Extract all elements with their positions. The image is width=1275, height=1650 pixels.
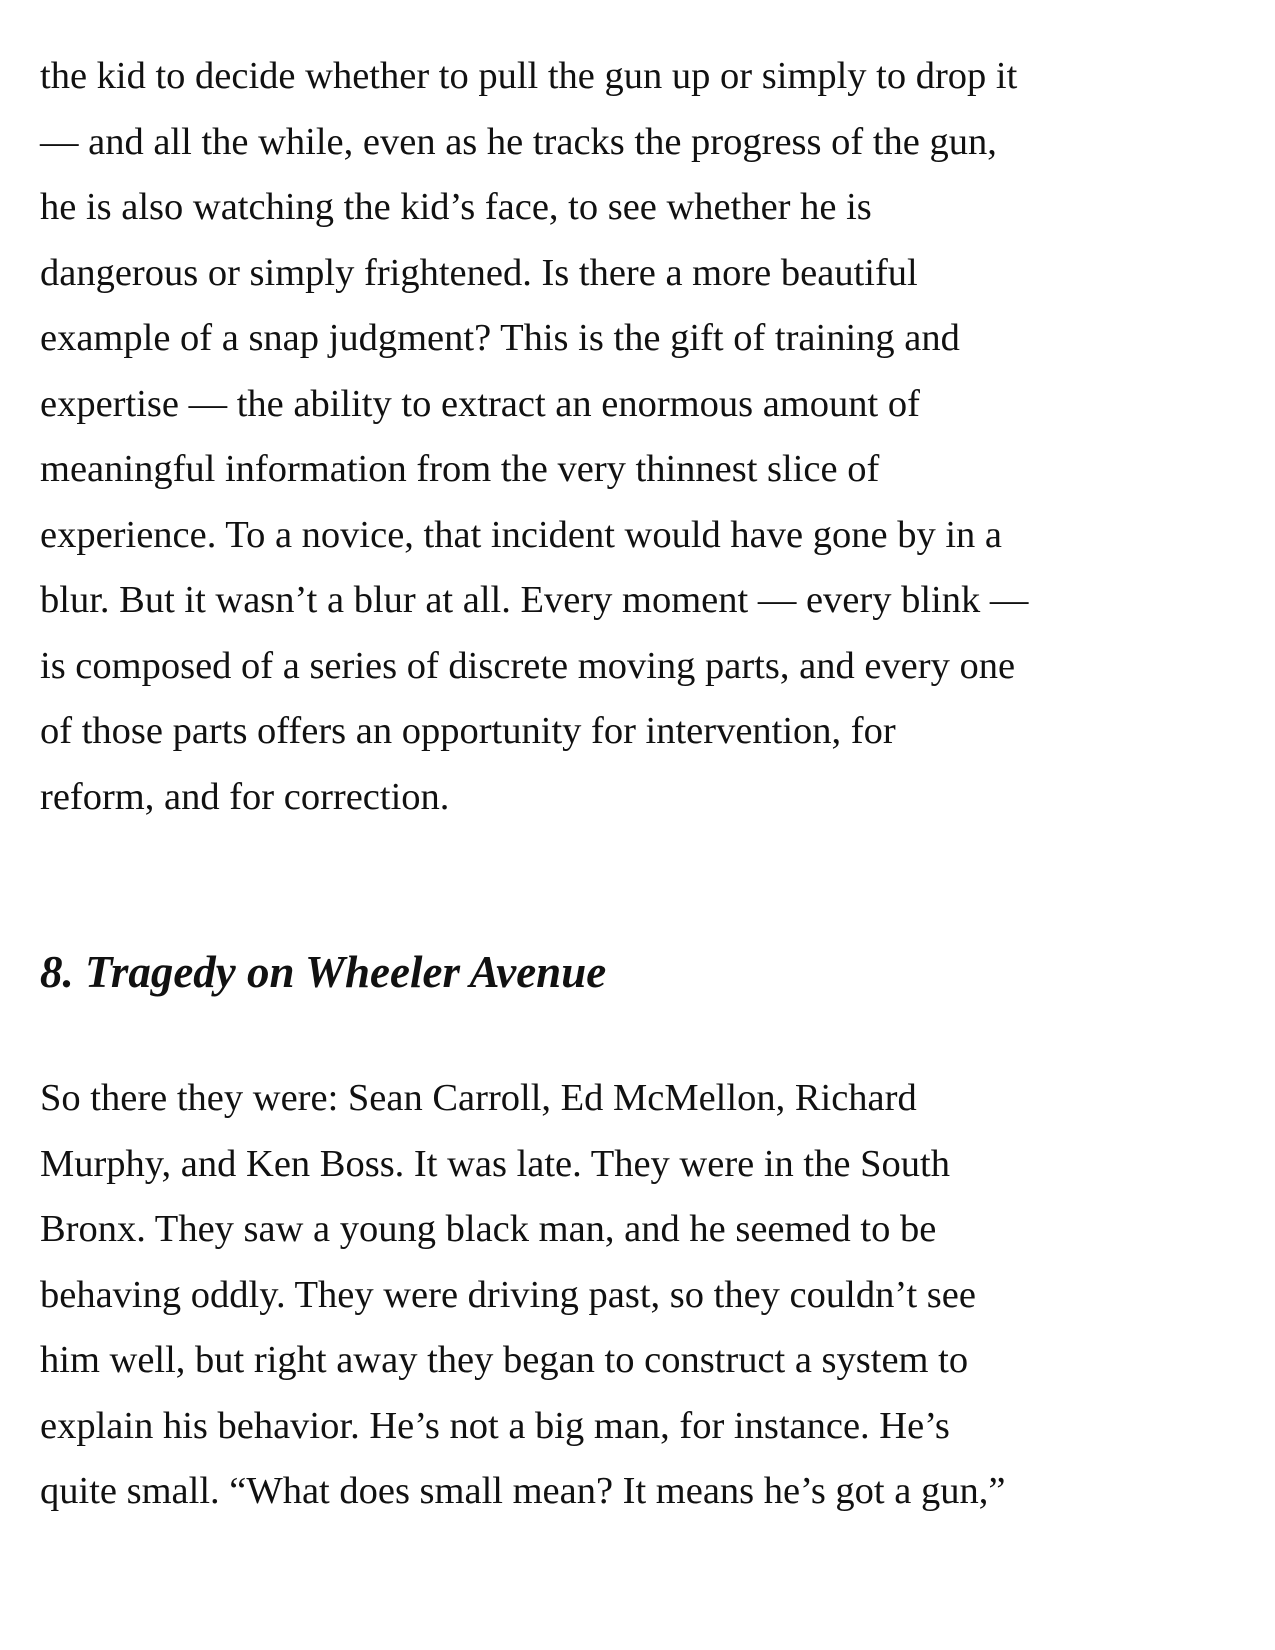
text-line: he is also watching the kid’s face, to see whether he is bbox=[40, 186, 872, 228]
text-line: him well, but right away they began to construct a system to bbox=[40, 1339, 969, 1381]
text-line: meaningful information from the very thinnest slice of bbox=[40, 448, 880, 490]
text-line: expertise — the ability to extract an enormous amount of bbox=[40, 382, 920, 425]
paragraph-1 bbox=[40, 44, 1240, 830]
text-line: explain his behavior. He’s not a big man, for instance. He’s bbox=[40, 1404, 950, 1447]
text-line: of those parts offers an opportunity for intervention, for bbox=[40, 710, 896, 752]
text-line: is composed of a series of discrete moving parts, and every one bbox=[40, 644, 1016, 687]
text-line: — and all the while, even as he tracks the progress of the gun, bbox=[40, 120, 997, 163]
text-line: So there they were: Sean Carroll, Ed McMellon, Richard bbox=[40, 1077, 917, 1119]
book-page bbox=[40, 44, 1240, 1525]
paragraph-2 bbox=[40, 1066, 1240, 1525]
text-line: reform, and for correction. bbox=[40, 775, 450, 818]
text-line: blur. But it wasn’t a blur at all. Every moment — every blink — bbox=[40, 579, 1029, 621]
text-line: dangerous or simply frightened. Is there a more beautiful bbox=[40, 251, 918, 294]
text-line: Murphy, and Ken Boss. It was late. They were in the South bbox=[40, 1142, 950, 1185]
text-line: quite small. “What does small mean? It means he’s got a gun,” bbox=[40, 1470, 1006, 1512]
text-line: the kid to decide whether to pull the gun up or simply to drop it bbox=[40, 55, 1018, 97]
text-line: experience. To a novice, that incident would have gone by in a bbox=[40, 513, 1002, 556]
text-line: Bronx. They saw a young black man, and he seemed to be bbox=[40, 1208, 937, 1250]
text-line: behaving oddly. They were driving past, so they couldn’t see bbox=[40, 1273, 976, 1316]
section-heading: 8. Tragedy on Wheeler Avenue bbox=[40, 947, 607, 997]
text-line: example of a snap judgment? This is the gift of training and bbox=[40, 317, 960, 359]
